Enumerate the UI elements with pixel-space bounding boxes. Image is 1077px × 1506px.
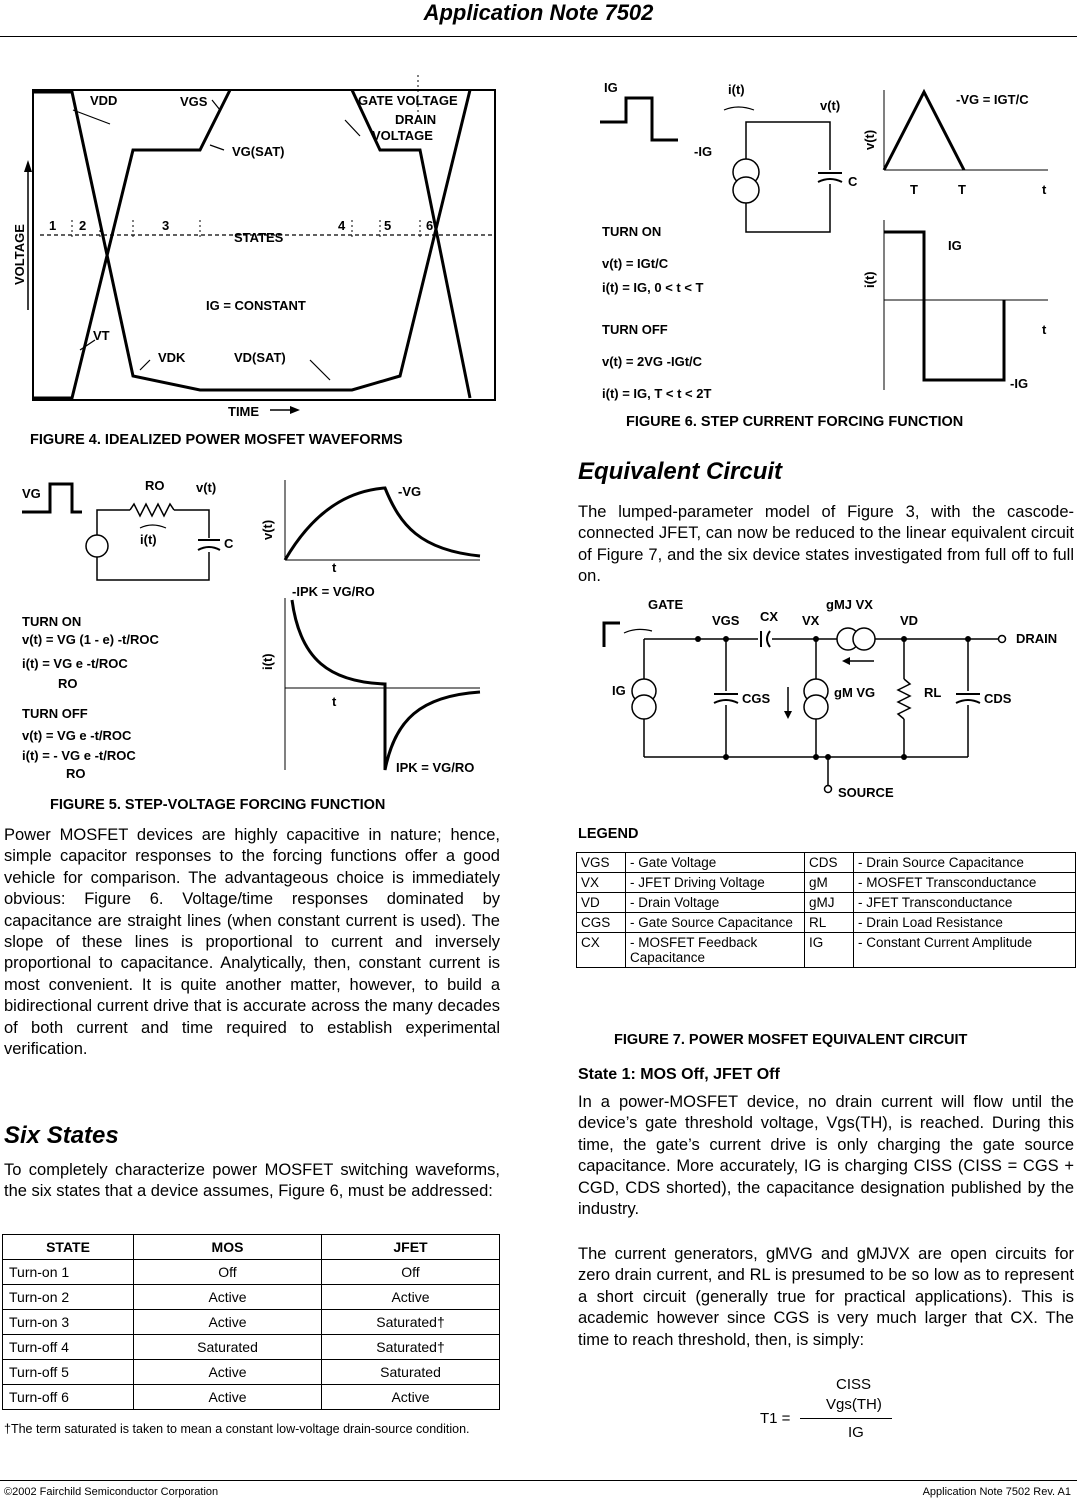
table-cell: - Gate Voltage — [626, 853, 805, 873]
legend-table — [576, 852, 1076, 968]
table-cell: Turn-on 2 — [3, 1285, 134, 1310]
figure-7-caption: FIGURE 7. POWER MOSFET EQUIVALENT CIRCUIT — [614, 1032, 968, 1048]
figure-4-waveforms — [0, 60, 520, 430]
fig7-label-ig: IG — [612, 683, 626, 698]
table-cell: VGS — [577, 853, 626, 873]
fig5-label-ro: RO — [145, 478, 165, 493]
states-table-header — [3, 1235, 500, 1260]
table-cell: - JFET Driving Voltage — [626, 873, 805, 893]
table-cell: Turn-on 3 — [3, 1310, 134, 1335]
equation-fraction-bar — [800, 1418, 892, 1419]
table-cell: Active — [322, 1285, 500, 1310]
fig5-label-ipk-neg: -IPK = VG/RO — [292, 584, 375, 599]
fig7-label-rl: RL — [924, 685, 942, 700]
fig4-label-ig-constant: IG = CONSTANT — [206, 298, 306, 313]
fig4-label-vdk: VDK — [158, 350, 186, 365]
state1-paragraph-2: The current generators, gMVG and gMJVX are open circuits for zero drain current, and RL is presumed to be so low as to represent a short circuit (generally true for practical applications). This is academic however since CGS is very much larger that CX. The time to reach threshold, then, is simply: — [578, 1245, 1074, 1349]
table-row — [577, 853, 1076, 873]
footer-left: ©2002 Fairchild Semiconductor Corporation — [4, 1486, 219, 1498]
table-cell: VD — [577, 893, 626, 913]
states-col-mos: MOS — [134, 1235, 322, 1260]
fig6-on-i: i(t) = IG, 0 < t < T — [602, 280, 704, 295]
table-cell: gMJ — [805, 893, 854, 913]
figure-7-circuit — [578, 595, 1068, 805]
six-states-heading: Six States — [4, 1122, 119, 1149]
table-cell: Active — [134, 1360, 322, 1385]
fig4-label-vt: VT — [93, 328, 110, 343]
table-cell: Active — [134, 1385, 322, 1410]
figure-5-caption: FIGURE 5. STEP-VOLTAGE FORCING FUNCTION — [50, 797, 386, 813]
fig7-label-gmj: gMJ VX — [826, 597, 873, 612]
legend-title: LEGEND — [578, 826, 639, 842]
table-cell: CGS — [577, 913, 626, 933]
table-cell: - JFET Transconductance — [854, 893, 1076, 913]
table-cell: - MOSFET Feedback Capacitance — [626, 933, 805, 968]
fig5-label-neg-vg: -VG — [398, 484, 422, 499]
states-col-jfet: JFET — [322, 1235, 500, 1260]
equation-num-vgs: Vgs(TH) — [826, 1396, 882, 1413]
fig4-label-vgsat: VG(SAT) — [232, 144, 285, 159]
fig6-label-T2: T — [958, 182, 966, 197]
fig6-label-c: C — [848, 174, 858, 189]
table-row — [3, 1260, 500, 1285]
table-cell: Saturated — [134, 1335, 322, 1360]
fig4-label-voltage: VOLTAGE — [12, 224, 27, 285]
states-table — [2, 1234, 500, 1410]
table-row — [577, 893, 1076, 913]
fig4-label-drain: DRAIN — [395, 112, 437, 127]
fig5-label-ipk: IPK = VG/RO — [396, 760, 475, 775]
fig6-label-t2: t — [1042, 322, 1047, 337]
fig5-turn-off: TURN OFF — [22, 706, 88, 721]
table-cell: Active — [322, 1385, 500, 1410]
fig5-label-vg: VG — [22, 486, 41, 501]
fig7-label-vd: VD — [900, 613, 919, 628]
equation-den: IG — [848, 1424, 864, 1441]
table-cell: CX — [577, 933, 626, 968]
table-row — [3, 1360, 500, 1385]
states-col-state: STATE — [3, 1235, 134, 1260]
table-cell: - Constant Current Amplitude — [854, 933, 1076, 968]
figure-4-caption: FIGURE 4. IDEALIZED POWER MOSFET WAVEFORMS — [30, 432, 403, 448]
table-cell: gM — [805, 873, 854, 893]
table-cell: - Drain Source Capacitance — [854, 853, 1076, 873]
fig5-label-t2: t — [332, 694, 337, 709]
figure-7 — [578, 595, 1068, 805]
fig4-label-vdsat: VD(SAT) — [234, 350, 286, 365]
table-cell: Active — [134, 1310, 322, 1335]
fig7-label-cgs: CGS — [742, 691, 771, 706]
fig5-label-t1: t — [332, 560, 337, 575]
fig6-axis-vt: v(t) — [862, 129, 877, 150]
fig5-label-vt: v(t) — [196, 480, 217, 495]
fig5-axis-it: i(t) — [260, 653, 275, 670]
fig6-label-T1: T — [910, 182, 918, 197]
fig6-off-i: i(t) = IG, T < t < 2T — [602, 386, 712, 401]
fig6-label-vt: v(t) — [820, 98, 841, 113]
table-cell: - Drain Voltage — [626, 893, 805, 913]
footer-right: Application Note 7502 Rev. A1 — [922, 1486, 1071, 1498]
fig5-on-i: i(t) = VG e -t/ROC — [22, 656, 128, 671]
fig4-state-1: 1 — [49, 218, 57, 233]
table-row — [577, 913, 1076, 933]
table-cell: Turn-off 5 — [3, 1360, 134, 1385]
states-table-note: †The term saturated is taken to mean a constant low-voltage drain-source condition. — [4, 1422, 470, 1436]
table-cell: Active — [134, 1285, 322, 1310]
table-row — [3, 1385, 500, 1410]
equation-lhs: T1 = — [760, 1410, 791, 1427]
left-paragraph-1: Power MOSFET devices are highly capacitive in nature; hence, simple capacitor responses to the forcing functions offer a good vehicle for comparison. The advantageous choice is immediately obvious: Figure 6. Voltage/time responses dominated by capacitance are straight lines (when constant current is used). The slope of these lines is proportional to current and inversely proportional to capacitance. Analytically, then, constant current is most convenient. It is quite another matter, however, to build a bidirectional current drive that is accurate across the many decades of both current and time required to establish experimental verification. — [4, 826, 500, 1059]
fig5-off-v: v(t) = VG e -t/ROC — [22, 728, 132, 743]
fig6-on-v: v(t) = IGt/C — [602, 256, 669, 271]
fig4-label-vgs: VGS — [180, 94, 208, 109]
fig7-label-cds: CDS — [984, 691, 1012, 706]
fig7-label-cx: CX — [760, 609, 779, 624]
table-cell: IG — [805, 933, 854, 968]
table-cell: - Gate Source Capacitance — [626, 913, 805, 933]
fig5-on-v: v(t) = VG (1 - e) -t/ROC — [22, 632, 159, 647]
table-cell: Turn-on 1 — [3, 1260, 134, 1285]
table-cell: Turn-off 4 — [3, 1335, 134, 1360]
fig6-axis-it: i(t) — [862, 271, 877, 288]
fig6-label-ig2: IG — [948, 238, 962, 253]
figure-4 — [0, 60, 520, 430]
state1-heading: State 1: MOS Off, JFET Off — [578, 1066, 780, 1083]
fig7-label-gm: gM VG — [834, 685, 876, 700]
left-paragraph-2: To completely characterize power MOSFET switching waveforms, the six states that a device assumes, Figure 6, must be addressed: — [4, 1161, 500, 1201]
fig4-state-4: 4 — [338, 218, 346, 233]
table-cell: Off — [134, 1260, 322, 1285]
fig4-state-5: 5 — [384, 218, 392, 233]
figure-6-caption: FIGURE 6. STEP CURRENT FORCING FUNCTION — [626, 414, 964, 430]
fig4-label-gate-voltage: GATE VOLTAGE — [358, 93, 458, 108]
fig5-on-ro: RO — [58, 676, 78, 691]
fig4-label-vdd: VDD — [90, 93, 118, 108]
fig5-label-c: C — [224, 536, 234, 551]
fig6-label-neg-vg: -VG = IGT/C — [956, 92, 1029, 107]
fig5-off-ro: RO — [66, 766, 86, 781]
table-cell: RL — [805, 913, 854, 933]
table-cell: - MOSFET Transconductance — [854, 873, 1076, 893]
table-row — [3, 1335, 500, 1360]
table-cell: Off — [322, 1260, 500, 1285]
table-row — [577, 873, 1076, 893]
footer-rule — [0, 1480, 1077, 1481]
equation-num-ciss: CISS — [836, 1376, 872, 1393]
state1-paragraph-1: In a power-MOSFET device, no drain current will flow until the device’s gate threshold voltage, Vgs(TH), is reached. During this time, the gate’s current drive is only charging the gate source capacitance. More accurately, IG is charging CISS (CISS = CGS + CGD, CDS shorted), the capacitance designation published by the industry. — [578, 1093, 1074, 1219]
fig6-label-neg-ig: -IG — [694, 144, 713, 159]
fig6-label-t1: t — [1042, 182, 1047, 197]
figure-5-diagram — [0, 470, 520, 790]
equivalent-circuit-paragraph: The lumped-parameter model of Figure 3, with the cascode-connected JFET, can now be reduced to the linear equivalent circuit of Figure 7, and the six device states investigated from full off to full on. — [578, 503, 1074, 586]
fig7-label-source: SOURCE — [838, 785, 894, 800]
fig4-label-time: TIME — [228, 404, 260, 419]
fig4-state-6: 6 — [426, 218, 434, 233]
fig5-turn-on: TURN ON — [22, 614, 82, 629]
fig6-label-neg-ig2: -IG — [1010, 376, 1029, 391]
fig5-off-i: i(t) = - VG e -t/ROC — [22, 748, 136, 763]
fig4-label-drain-voltage: VOLTAGE — [372, 128, 433, 143]
table-cell: - Drain Load Resistance — [854, 913, 1076, 933]
figure-5 — [0, 470, 520, 790]
table-row — [3, 1285, 500, 1310]
fig4-label-states: STATES — [234, 230, 284, 245]
fig7-label-vx: VX — [802, 613, 820, 628]
fig7-label-vgs: VGS — [712, 613, 740, 628]
table-cell: Saturated† — [322, 1335, 500, 1360]
figure-6 — [578, 70, 1068, 400]
table-cell: Saturated — [322, 1360, 500, 1385]
table-cell: Turn-off 6 — [3, 1385, 134, 1410]
fig6-turn-off: TURN OFF — [602, 322, 668, 337]
header-rule — [0, 36, 1077, 37]
table-row — [3, 1310, 500, 1335]
fig6-label-ig: IG — [604, 80, 618, 95]
equivalent-circuit-heading: Equivalent Circuit — [578, 458, 783, 485]
fig7-label-drain: DRAIN — [1016, 631, 1058, 646]
fig4-state-3: 3 — [162, 218, 170, 233]
table-cell: VX — [577, 873, 626, 893]
fig6-turn-on: TURN ON — [602, 224, 662, 239]
page-header-title: Application Note 7502 — [423, 0, 654, 25]
table-cell: CDS — [805, 853, 854, 873]
fig7-label-gate: GATE — [648, 597, 684, 612]
fig4-state-2: 2 — [79, 218, 87, 233]
fig5-label-it: i(t) — [140, 532, 157, 547]
table-cell: Saturated† — [322, 1310, 500, 1335]
fig5-axis-vt: v(t) — [260, 519, 275, 540]
figure-6-diagram — [578, 70, 1068, 400]
table-row — [577, 933, 1076, 968]
fig6-off-v: v(t) = 2VG -IGt/C — [602, 354, 703, 369]
fig6-label-it: i(t) — [728, 82, 745, 97]
